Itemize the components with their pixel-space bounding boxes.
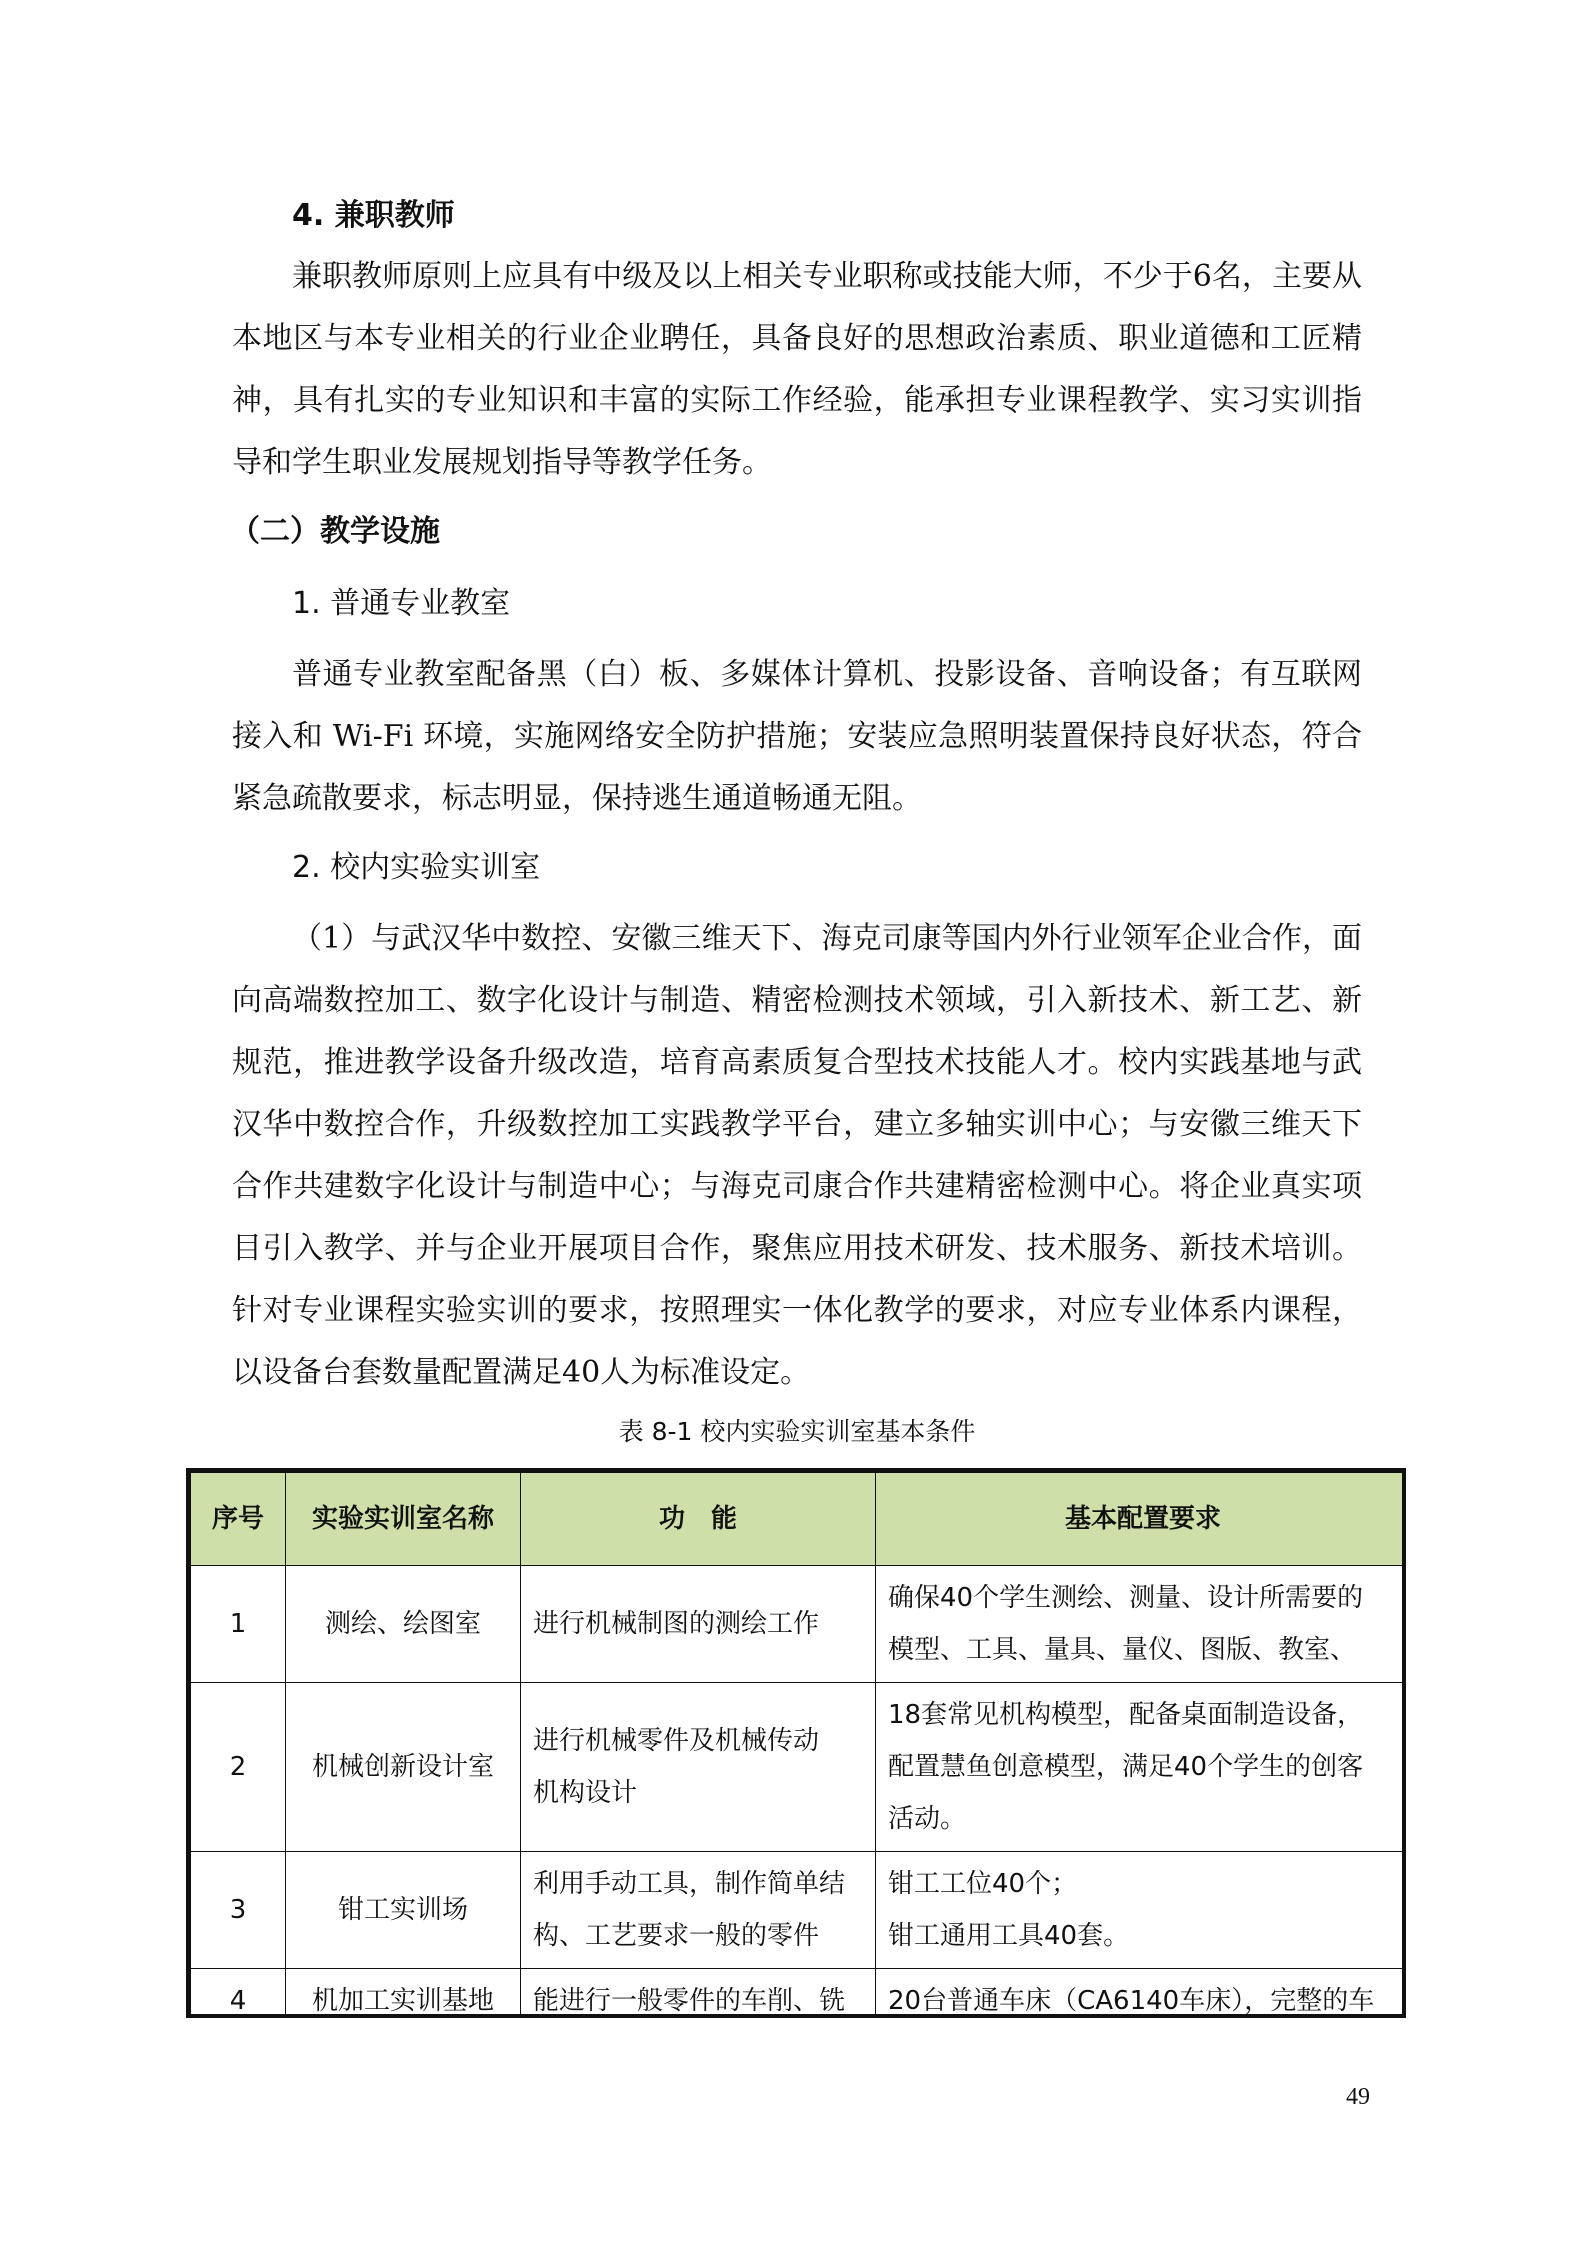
function-line: 进行机械零件及机械传动	[533, 1726, 820, 1756]
row-function: 能进行一般零件的车削、铣	[521, 1969, 876, 2019]
row-function: 进行机械制图的测绘工作	[521, 1566, 876, 1683]
row-name: 钳工实训场	[286, 1852, 521, 1969]
section-teaching-facilities-heading: （二）教学设施	[230, 514, 440, 549]
header-function: 功 能	[521, 1473, 876, 1566]
header-name: 实验实训室名称	[286, 1473, 521, 1566]
header-no: 序号	[191, 1473, 286, 1566]
row-name: 机械创新设计室	[286, 1683, 521, 1852]
section-4-paragraph: 兼职教师原则上应具有中级及以上相关专业职称或技能大师，不少于6名，主要从本地区与本专业相关的行业企业聘任，具备良好的思想政治素质、职业道德和工匠精神，具有扎实的专业知识和丰富的实际工作经验，能承担专业课程教学、实习实训指导和学生职业发展规划指导等教学任务。	[232, 259, 1362, 480]
table-row	[191, 1566, 1407, 1683]
requirement-line: 确保40个学生测绘、测量、设计所需要的	[888, 1583, 1364, 1613]
requirement-line: 活动。	[888, 1804, 967, 1834]
table-row	[191, 1683, 1407, 1852]
row-no: 3	[191, 1852, 286, 1969]
row-function	[521, 1683, 876, 1852]
table-row	[191, 1969, 1407, 2019]
row-no: 2	[191, 1683, 286, 1852]
row-name: 机加工实训基地	[286, 1969, 521, 2019]
table-header-row	[191, 1473, 1407, 1566]
page-number: 49	[1346, 2084, 1370, 2110]
subsection-1-paragraph: 普通专业教室配备黑（白）板、多媒体计算机、投影设备、音响设备；有互联网接入和 Wi-Fi 环境，实施网络安全防护措施；安装应急照明装置保持良好状态，符合紧急疏散要求，标志明显，保持逃生通道畅通无阻。	[232, 657, 1362, 816]
table-row	[191, 1852, 1407, 1969]
lab-conditions-table	[190, 1472, 1406, 2018]
function-line: 构、工艺要求一般的零件	[533, 1921, 820, 1951]
row-no: 1	[191, 1566, 286, 1683]
function-line: 机构设计	[533, 1778, 638, 1808]
subsection-2-heading: 2. 校内实验实训室	[292, 850, 541, 885]
header-requirement: 基本配置要求	[876, 1473, 1407, 1566]
row-no: 4	[191, 1969, 286, 2019]
subsection-1-heading: 1. 普通专业教室	[292, 586, 511, 621]
row-function	[521, 1852, 876, 1969]
requirement-line: 18套常见机构模型，配备桌面制造设备，	[888, 1700, 1364, 1730]
requirement-line: 钳工通用工具40套。	[888, 1921, 1130, 1951]
requirement-line: 模型、工具、量具、量仪、图版、教室、	[888, 1635, 1357, 1665]
requirement-line: 钳工工位40个；	[888, 1869, 1078, 1899]
row-requirement	[876, 1852, 1407, 1969]
row-requirement	[876, 1566, 1407, 1683]
section-4-heading: 4. 兼职教师	[292, 198, 455, 233]
subsection-2-paragraph: （1）与武汉华中数控、安徽三维天下、海克司康等国内外行业领军企业合作，面向高端数控加工、数字化设计与制造、精密检测技术领域，引入新技术、新工艺、新规范，推进教学设备升级改造，培育高素质复合型技术技能人才。校内实践基地与武汉华中数控合作，升级数控加工实践教学平台，建立多轴实训中心；与安徽三维天下合作共建数字化设计与制造中心；与海克司康合作共建精密检测中心。将企业真实项目引入教学、并与企业开展项目合作，聚焦应用技术研发、技术服务、新技术培训。针对专业课程实验实训的要求，按照理实一体化教学的要求，对应专业体系内课程，以设备台套数量配置满足40人为标准设定。	[232, 921, 1362, 1390]
row-requirement	[876, 1683, 1407, 1852]
row-requirement: 20台普通车床（CA6140车床），完整的车	[876, 1969, 1407, 2019]
function-line: 利用手动工具，制作简单结	[533, 1869, 846, 1899]
table-caption: 表 8-1 校内实验实训室基本条件	[618, 1417, 976, 1446]
page-content	[211, 186, 1375, 2018]
table-container	[186, 1468, 1406, 2018]
requirement-line: 配置慧鱼创意模型，满足40个学生的创客	[888, 1752, 1364, 1782]
row-name: 测绘、绘图室	[286, 1566, 521, 1683]
